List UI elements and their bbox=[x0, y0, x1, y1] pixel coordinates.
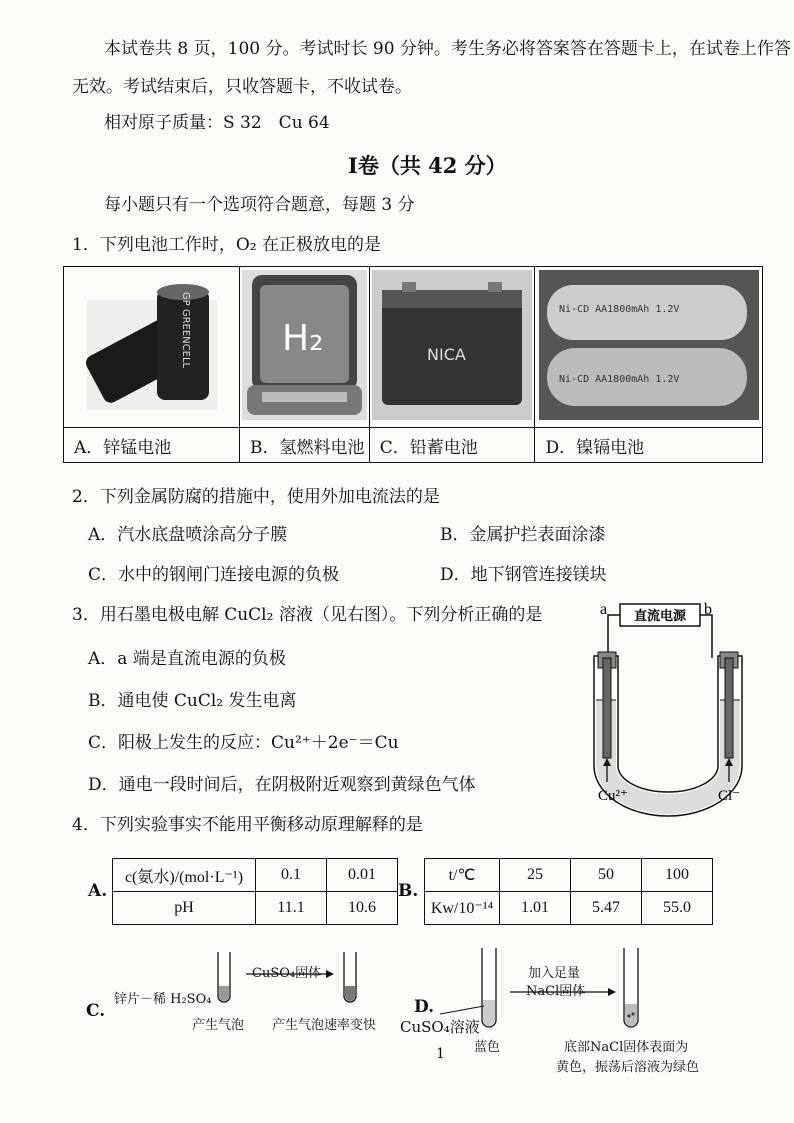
table-a-header-2: 0.01 bbox=[327, 859, 398, 892]
q3-option-c: C．阳极上发生的反应：Cu²⁺＋2e⁻＝Cu bbox=[88, 733, 399, 753]
table-b-cell-2: 5.47 bbox=[571, 892, 642, 925]
q1-option-c: C．铅蓄电池 bbox=[369, 428, 535, 463]
option-d-result-1: 底部NaCl固体表面为 bbox=[564, 1040, 689, 1055]
q1-option-a: A．锌锰电池 bbox=[64, 428, 240, 463]
zinc-sulfuric-label: 锌片－稀 H₂SO₄ bbox=[114, 992, 212, 1007]
cuso4-solution-label: CuSO₄溶液 bbox=[400, 1018, 480, 1036]
zinc-manganese-battery-photo bbox=[64, 267, 240, 428]
option-d-result-2: 黄色，振荡后溶液为绿色 bbox=[556, 1060, 700, 1075]
table-a-cell-1: 11.1 bbox=[256, 892, 327, 925]
table-a-cell-2: 10.6 bbox=[327, 892, 398, 925]
q3-option-a: A．a 端是直流电源的负极 bbox=[88, 649, 286, 669]
table-a-cell-0: pH bbox=[113, 892, 256, 925]
terminal-a-label: a bbox=[600, 601, 608, 618]
add-enough-label: 加入足量 bbox=[528, 966, 581, 981]
q4-option-c-label: C. bbox=[86, 1001, 106, 1021]
q4-table-b bbox=[424, 858, 713, 925]
lead-acid-battery-photo bbox=[369, 267, 535, 428]
q3-stem: 3．用石墨电极电解 CuCl₂ 溶液（见右图）。下列分析正确的是 bbox=[72, 605, 543, 625]
section-instruction: 每小题只有一个选项符合题意，每题 3 分 bbox=[104, 195, 415, 215]
nicd-label-1: Ni-CD AA1800mAh 1.2V bbox=[558, 304, 680, 315]
chloride-ion-label: Cl⁻ bbox=[718, 788, 741, 804]
cuso4-solid-label: CuSO₄固体 bbox=[252, 966, 322, 981]
table-a-header-0: c(氨水)/(mol·L⁻¹) bbox=[113, 859, 256, 892]
q4-table-a bbox=[112, 858, 398, 925]
q1-option-d: D．镍镉电池 bbox=[535, 428, 763, 463]
q4-stem: 4．下列实验事实不能用平衡移动原理解释的是 bbox=[72, 815, 423, 835]
page-number: 1 bbox=[436, 1046, 445, 1062]
exam-notice-line2: 无效。考试结束后，只收答题卡，不收试卷。 bbox=[72, 77, 412, 97]
table-b-header-2: 50 bbox=[571, 859, 642, 892]
electrolysis-diagram bbox=[578, 596, 768, 820]
zinc-battery-label: GP GREENCELL bbox=[179, 291, 191, 369]
lead-battery-label: NICA bbox=[427, 345, 466, 364]
q4-option-d-label: D. bbox=[414, 997, 435, 1017]
table-b-header-3: 100 bbox=[642, 859, 713, 892]
nicd-label-2: Ni-CD AA1800mAh 1.2V bbox=[558, 374, 680, 385]
exam-notice-line1: 本试卷共 8 页，100 分。考试时长 90 分钟。考生务必将答案答在答题卡上，在试卷上作答 bbox=[104, 39, 791, 59]
section-title: I卷（共 42 分） bbox=[348, 153, 507, 178]
table-b-cell-3: 55.0 bbox=[642, 892, 713, 925]
nickel-cadmium-battery-photo bbox=[535, 267, 763, 428]
h2-label: H₂ bbox=[281, 318, 324, 359]
q3-option-b: B．通电使 CuCl₂ 发生电离 bbox=[88, 691, 297, 711]
table-b-cell-0: Kw/10⁻¹⁴ bbox=[425, 892, 500, 925]
hydrogen-fuel-cell-photo bbox=[240, 267, 370, 428]
table-b-header-1: 25 bbox=[500, 859, 571, 892]
q2-option-c: C．水中的钢闸门连接电源的负极 bbox=[88, 565, 340, 585]
table-a-header-1: 0.1 bbox=[256, 859, 327, 892]
terminal-b-label: b bbox=[704, 601, 712, 618]
q3-option-d: D．通电一段时间后，在阴极附近观察到黄绿色气体 bbox=[88, 775, 476, 795]
q4-option-b-label: B. bbox=[398, 881, 419, 901]
q1-battery-table bbox=[63, 266, 763, 463]
atomic-mass: 相对原子质量：S 32 Cu 64 bbox=[104, 113, 330, 133]
option-c-observation-1: 产生气泡 bbox=[192, 1018, 245, 1033]
q1-stem: 1．下列电池工作时，O₂ 在正极放电的是 bbox=[72, 235, 381, 255]
q2-option-d: D．地下钢管连接镁块 bbox=[440, 565, 607, 585]
q2-stem: 2．下列金属防腐的措施中，使用外加电流法的是 bbox=[72, 487, 440, 507]
option-c-observation-2: 产生气泡速率变快 bbox=[272, 1018, 377, 1033]
table-b-header-0: t/℃ bbox=[425, 859, 500, 892]
q2-option-a: A．汽水底盘喷涂高分子膜 bbox=[88, 525, 288, 545]
copper-ion-label: Cu²⁺ bbox=[598, 788, 628, 804]
nacl-solid-label: NaCl固体 bbox=[526, 984, 586, 999]
table-b-cell-1: 1.01 bbox=[500, 892, 571, 925]
q1-option-b: B．氢燃料电池 bbox=[240, 428, 370, 463]
blue-color-label: 蓝色 bbox=[474, 1040, 501, 1055]
q4-option-a-label: A. bbox=[88, 881, 108, 901]
q2-option-b: B．金属护拦表面涂漆 bbox=[440, 525, 606, 545]
power-supply-label: 直流电源 bbox=[633, 609, 687, 624]
